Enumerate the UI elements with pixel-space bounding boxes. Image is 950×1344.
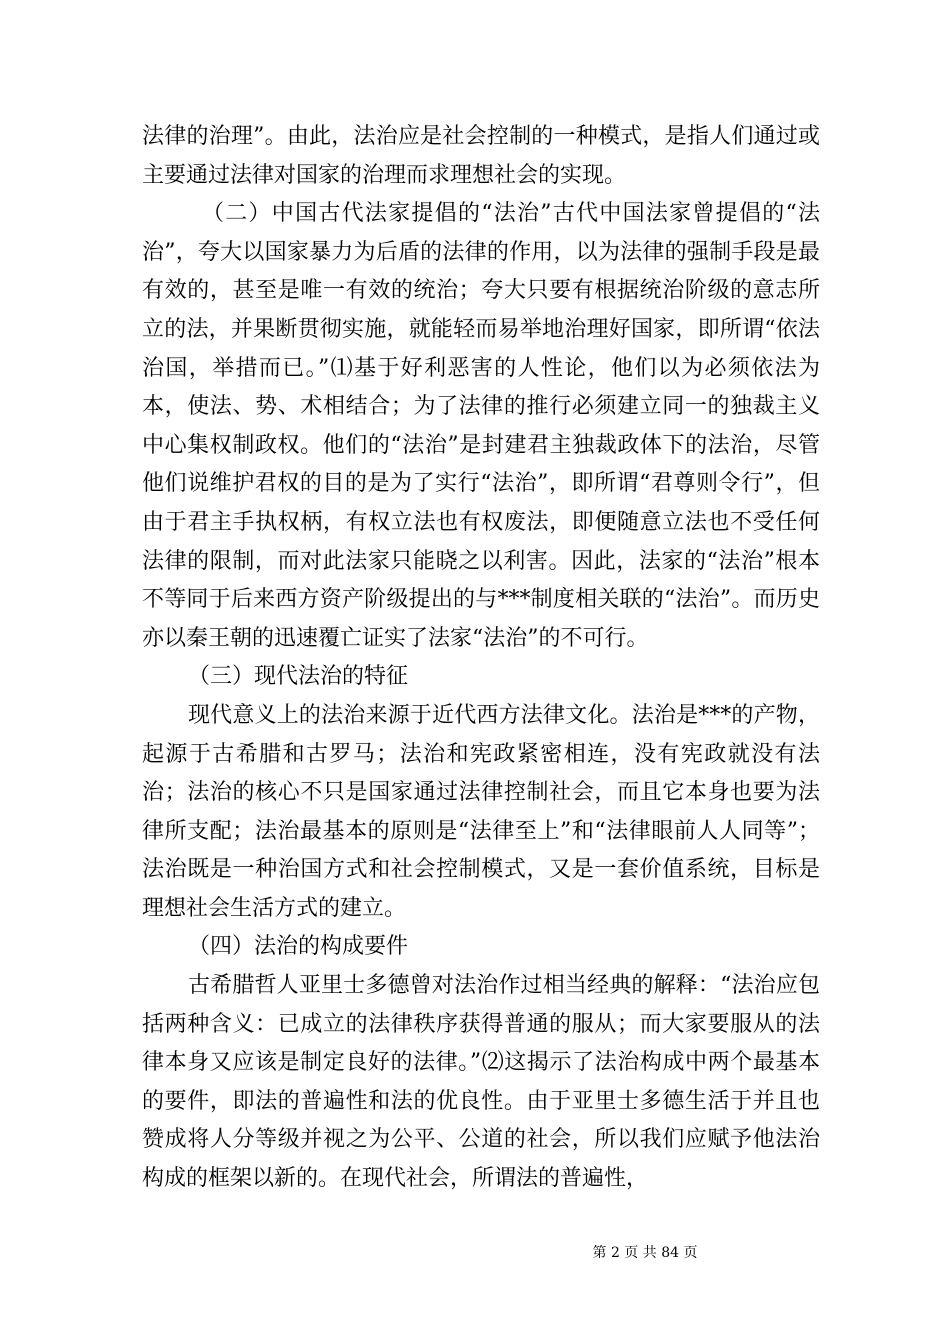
paragraph-4-aristotle: 古希腊哲人亚里士多德曾对法治作过相当经典的解释：“法治应包括两种含义：已成立的法律秩序获得普通的服从；而大家要服从的法律本身又应该是制定良好的法律。”⑵这揭示了法治构成中两个最基本的要件，即法的普遍性和法的优良性。由于亚里士多德生活于并且也赞成将人分等级并视之为公平、公道的社会，所以我们应赋予他法治构成的框架以新的。在现代社会，所谓法的普遍性， xyxy=(142,973,820,1192)
paragraph-3-modern-rule-of-law: 现代意义上的法治来源于近代西方法律文化。法治是***的产物，起源于古希腊和古罗马；法治和宪政紧密相连，没有宪政就没有法治；法治的核心不只是国家通过法律控制社会，而且它本身也要为法律所支配；法治最基本的原则是“法律至上”和“法律眼前人人同等”；法治既是一种治国方式和社会控制模式，又是一套价值系统，目标是理想社会生活方式的建立。 xyxy=(142,702,820,921)
paragraph-1: 法律的治理”。由此，法治应是社会控制的一种模式，是指人们通过或主要通过法律对国家的治理而求理想社会的实现。 xyxy=(142,124,820,188)
section-heading-4: （四）法治的构成要件 xyxy=(188,934,409,960)
section-heading-3: （三）现代法治的特征 xyxy=(188,664,409,690)
page-number-footer: 第 2 页 共 84 页 xyxy=(592,1245,698,1261)
document-body xyxy=(142,118,820,1199)
paragraph-2-legalism: （二）中国古代法家提倡的“法治”古代中国法家曾提倡的“法治”，夸大以国家暴力为后盾的法律的作用，以为法律的强制手段是最有效的，甚至是唯一有效的统治；夸大只要有根据统治阶级的意志所立的法，并果断贯彻实施，就能轻而易举地治理好国家，即所谓“依法治国，举措而已。”⑴基于好利恶害的人性论，他们以为必须依法为本，使法、势、术相结合；为了法律的推行必须建立同一的独裁主义中心集权制政权。他们的“法治”是封建君主独裁政体下的法治，尽管他们说维护君权的目的是为了实行“法治”，即所谓“君尊则令行”，但由于君主手执权柄，有权立法也有权废法，即便随意立法也不受任何法律的限制，而对此法家只能晓之以利害。因此，法家的“法治”根本不等同于后来西方资产阶级提出的与***制度相关联的“法治”。而历史亦以秦王朝的迅速覆亡证实了法家“法治”的不可行。 xyxy=(142,201,820,651)
